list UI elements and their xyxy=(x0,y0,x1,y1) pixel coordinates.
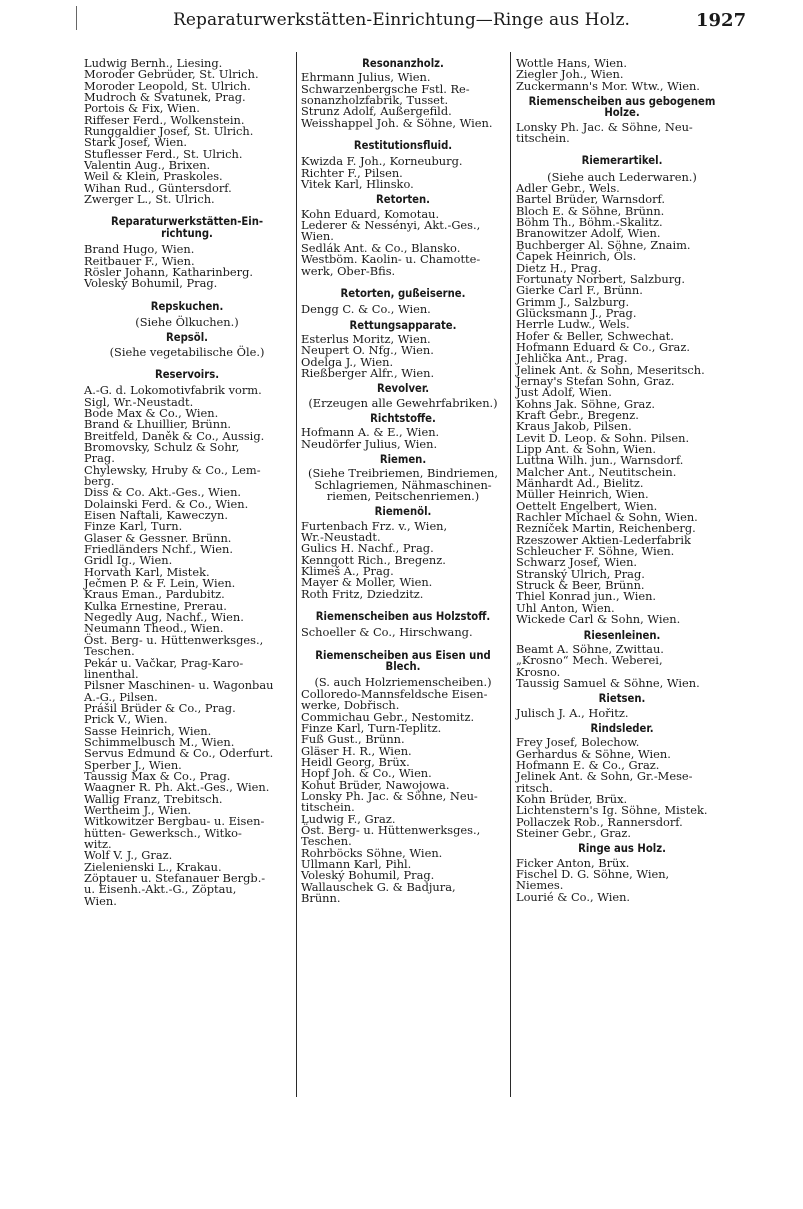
section-heading: Riemenöl. xyxy=(374,505,432,519)
list-item: Weisshappel Joh. & Söhne, Wien. xyxy=(301,115,493,130)
list-item: Ludwig Bernh., Liesing. xyxy=(84,56,223,70)
list-item: werk, Ober-Bfis. xyxy=(301,263,396,278)
list-item: Wihan Rud., Güntersdorf. xyxy=(84,180,232,195)
entry-list xyxy=(516,737,728,839)
section-heading: Reparaturwerkstätten-Ein- richtung. xyxy=(110,215,264,240)
section-heading: Ringe aus Holz. xyxy=(578,842,666,856)
list-item: Colloredo-Mannsfeldsche Eisen- xyxy=(301,686,488,701)
list-item: Bartel Brüder, Warnsdorf. xyxy=(516,192,665,207)
cross-reference-note: (S. auch Holzriemenscheiben.) xyxy=(314,675,492,690)
list-item: Rachler Michael & Sohn, Wien. xyxy=(516,510,698,525)
list-item: Fuß Gust., Brünn. xyxy=(301,732,405,747)
list-item: Jernay's Stefan Sohn, Graz. xyxy=(516,373,675,388)
column-3 xyxy=(516,58,728,903)
list-item: Sasse Heinrich, Wien. xyxy=(84,723,212,738)
list-item: Wottle Hans, Wien. xyxy=(516,56,627,70)
list-item: Adler Gebr., Wels. xyxy=(516,181,620,196)
list-item: Gridl Ig., Wien. xyxy=(84,553,173,568)
list-item: Westböm. Kaolin- u. Chamotte- xyxy=(301,252,481,267)
list-item: Lonsky Ph. Jac. & Söhne, Neu- xyxy=(301,788,478,803)
list-item: Finze Karl, Turn-Teplitz. xyxy=(301,720,442,735)
list-item: Ullmann Karl, Pihl. xyxy=(301,856,412,871)
list-item: A.-G. d. Lokomotivfabrik vorm. xyxy=(84,383,262,398)
column-1 xyxy=(84,58,290,907)
list-item: Teschen. xyxy=(84,644,135,659)
list-item: Malcher Ant., Neutitschein. xyxy=(516,464,677,479)
list-item: Witkowitzer Bergbau- u. Eisen- xyxy=(84,814,265,829)
section-heading: Repskuchen. xyxy=(150,299,224,313)
list-item: Portois & Fix, Wien. xyxy=(84,101,200,116)
list-item: Glaser & Gessner. Brünn. xyxy=(84,530,232,545)
entry-list xyxy=(301,304,505,315)
list-item: Wallauschek G. & Badjura, xyxy=(301,879,456,894)
list-item: Stranský Ulrich, Prag. xyxy=(516,566,645,581)
list-item: Lederer & Nessényi, Akt.-Ges., xyxy=(301,218,481,233)
list-item: A.-G., Pilsen. xyxy=(84,689,158,704)
list-item: Mayer & Moller, Wien. xyxy=(301,575,433,590)
list-item: Kraus Jakob, Pilsen. xyxy=(516,419,632,434)
list-item: Beamt A. Söhne, Zwittau. xyxy=(516,641,664,656)
list-item: Valentin Aug., Brixen. xyxy=(84,158,211,173)
list-item: linenthal. xyxy=(84,666,139,681)
section-heading: Rettungsapparate. xyxy=(349,318,457,332)
section-heading: Repsöl. xyxy=(166,331,208,345)
list-item: Servus Edmund & Co., Oderfurt. xyxy=(84,746,274,761)
cross-reference-note: (Siehe vegetabilische Öle.) xyxy=(109,344,265,359)
list-item: Strunz Adolf, Außergefild. xyxy=(301,104,452,119)
list-item: Ziegler Joh., Wien. xyxy=(516,67,624,82)
list-item: Kohut Brüder, Nawojowa. xyxy=(301,777,450,792)
list-item: Schwarz Josef, Wien. xyxy=(516,555,638,570)
list-item: Dengg C. & Co., Wien. xyxy=(301,302,431,317)
section-heading: Rindsleder. xyxy=(590,721,654,735)
list-item: Gläser H. R., Wien. xyxy=(301,743,412,758)
list-item: Kraft Gebr., Bregenz. xyxy=(516,407,639,422)
list-item: witz. xyxy=(84,837,112,851)
list-item: Frey Josef, Bolechow. xyxy=(516,735,640,750)
list-item: Zuckermann's Mor. Wtw., Wien. xyxy=(516,78,700,93)
section-heading: Richtstoffe. xyxy=(370,411,436,425)
list-item: Kohn Brüder, Brüx. xyxy=(516,791,628,806)
entry-list xyxy=(516,641,728,690)
section-heading: Revolver. xyxy=(376,382,430,396)
section-heading: Restitutionsfluid. xyxy=(353,139,453,153)
list-item: Rohrböcks Söhne, Wien. xyxy=(301,845,443,860)
list-item: Wien. xyxy=(301,229,334,244)
list-item: Klimeš A., Prag. xyxy=(301,564,394,579)
list-item: Krosno. xyxy=(516,664,561,679)
list-item: Gerhardus & Söhne, Wien. xyxy=(516,746,671,761)
list-item: Wertheim J., Wien. xyxy=(84,802,192,817)
list-item: Schleucher F. Söhne, Wien. xyxy=(516,544,675,559)
list-item: Odelga J., Wien. xyxy=(301,354,394,369)
list-item: Hofmann Eduard & Co., Graz. xyxy=(516,339,690,354)
list-item: Ludwig F., Graz. xyxy=(301,811,396,826)
entry-list xyxy=(301,518,505,601)
list-item: Ficker Anton, Brüx. xyxy=(516,855,630,870)
list-item: Brünn. xyxy=(301,891,341,905)
list-item: Grimm J., Salzburg. xyxy=(516,294,630,309)
list-item: Voleský Bohumil, Prag. xyxy=(301,868,435,883)
list-item: hütten- Gewerksch., Witko- xyxy=(84,825,242,840)
cross-reference-note: (Erzeugen alle Gewehrfabriken.) xyxy=(308,395,498,410)
list-item: sonanzholzfabrik, Tusset. xyxy=(301,93,449,108)
list-item: Kenngott Rich., Bregenz. xyxy=(301,552,446,567)
list-item: Julisch J. A., Hořitz. xyxy=(516,705,629,720)
list-item: Jelinek Ant. & Sohn, Meseritsch. xyxy=(516,362,705,377)
entry-list xyxy=(516,58,728,92)
section-heading: Riemenscheiben aus Holzstoff. xyxy=(315,610,491,624)
list-item: Lipp Ant. & Sohn, Wien. xyxy=(516,442,656,456)
list-item: Finze Karl, Turn. xyxy=(84,519,183,534)
list-item: Brand & Lhuillier, Brünn. xyxy=(84,417,232,432)
list-item: Diss & Co. Akt.-Ges., Wien. xyxy=(84,485,242,500)
list-item: Niemes. xyxy=(516,878,564,893)
list-item: Prick V., Wien. xyxy=(84,712,168,727)
list-item: Mudroch & Svatunek, Prag. xyxy=(84,90,246,105)
list-item: Esterlus Moritz, Wien. xyxy=(301,331,431,346)
list-item: Heidl Georg, Brüx. xyxy=(301,754,410,769)
list-item: Weil & Klein, Praskoles. xyxy=(84,169,223,184)
cross-reference-note: (Siehe Treibriemen, Bindriemen, xyxy=(308,466,498,481)
list-item: Rösler Johann, Katharinberg. xyxy=(84,264,254,279)
list-item: Taussig Samuel & Söhne, Wien. xyxy=(516,675,700,690)
list-item: Steiner Gebr., Graz. xyxy=(516,826,632,840)
entry-list xyxy=(301,72,505,129)
list-item: Pekár u. Vačkar, Prag-Karo- xyxy=(84,655,244,670)
list-item: Sperber J., Wien. xyxy=(84,757,182,772)
entry-list xyxy=(516,855,728,904)
list-item: Zielenienski L., Krakau. xyxy=(84,859,222,874)
list-item: Eisen Naftali, Kaweczyn. xyxy=(84,508,228,523)
section-heading: Riemerartikel. xyxy=(581,154,663,168)
list-item: ritsch. xyxy=(516,780,553,795)
list-item: u. Eisenh.-Akt.-G., Zöptau, xyxy=(84,882,237,897)
cross-reference-note: (Siehe Ölkuchen.) xyxy=(135,314,239,329)
list-item: Neupert O. Nfg., Wien. xyxy=(301,343,434,358)
list-item: Teschen. xyxy=(301,834,352,849)
column-rule-2 xyxy=(510,52,511,1097)
list-item: Rzeszower Aktien-Lederfabrik xyxy=(516,532,691,547)
list-item: Öst. Berg- u. Hüttenwerksges., xyxy=(301,822,481,837)
section-heading: Riesenleinen. xyxy=(583,628,661,642)
entry-list xyxy=(301,427,505,450)
list-item: Lichtenstern's Ig. Söhne, Mistek. xyxy=(516,803,708,818)
page-title: Reparaturwerkstätten-Einrichtung—Ringe aus Holz. xyxy=(172,10,631,30)
list-item: Richter F., Pilsen. xyxy=(301,165,403,180)
list-item: Ječmen P. & F. Lein, Wien. xyxy=(84,576,236,591)
list-item: Negedly Aug, Nachf., Wien. xyxy=(84,610,244,625)
list-item: Jelinek Ant. & Sohn, Gr.-Mese- xyxy=(516,769,693,784)
entry-list xyxy=(301,686,505,905)
column-rule-1 xyxy=(296,52,297,1097)
list-item: Hofmann E. & Co., Graz. xyxy=(516,757,660,772)
list-item: Schimmelbusch M., Wien. xyxy=(84,734,235,749)
list-item: Bloch E. & Söhne, Brünn. xyxy=(516,203,665,218)
cross-reference-note: riemen, Peitschenriemen.) xyxy=(326,489,480,503)
list-item: Kohns Jak. Söhne, Graz. xyxy=(516,396,655,411)
list-item: Jehlička Ant., Prag. xyxy=(516,351,628,366)
list-item: Roth Fritz, Dziedzitz. xyxy=(301,586,424,601)
section-heading: Rietsen. xyxy=(598,692,646,706)
list-item: Wallig Franz, Trebitsch. xyxy=(84,791,223,806)
entry-list xyxy=(84,58,290,205)
list-item: Wien. xyxy=(84,893,117,908)
list-item: Sigl, Wr.-Neustadt. xyxy=(84,394,194,409)
list-item: Hofer & Beller, Schwechat. xyxy=(516,328,674,343)
entry-list xyxy=(301,331,505,380)
list-item: Hopf Joh. & Co., Wien. xyxy=(301,766,432,781)
list-item: Schwarzenbergsche Fstl. Re- xyxy=(301,81,470,96)
entry-list xyxy=(84,244,290,289)
list-item: werke, Dobřisch. xyxy=(301,698,400,713)
list-item: Dietz H., Prag. xyxy=(516,260,602,275)
list-item: Schoeller & Co., Hirschwang. xyxy=(301,625,473,640)
list-item: Fortunaty Norbert, Salzburg. xyxy=(516,271,686,286)
list-item: Buchberger Al. Söhne, Znaim. xyxy=(516,237,691,252)
list-item: Kulka Ernestine, Prerau. xyxy=(84,598,227,613)
page-number: 1927 xyxy=(696,10,747,31)
list-item: Uhl Anton, Wien. xyxy=(516,600,615,615)
list-item: Oettelt Engelbert, Wien. xyxy=(516,498,658,513)
list-item: Stark Josef, Wien. xyxy=(84,135,188,150)
list-item: Pollaczek Rob., Rannersdorf. xyxy=(516,814,683,829)
list-item: Kohn Eduard, Komotau. xyxy=(301,206,440,221)
section-heading: Reservoirs. xyxy=(154,367,220,381)
list-item: Müller Heinrich, Wien. xyxy=(516,487,649,502)
entry-list xyxy=(516,119,728,146)
list-item: Rießberger Alfr., Wien. xyxy=(301,365,435,380)
list-item: Ehrmann Julius, Wien. xyxy=(301,70,431,85)
list-item: titschein. xyxy=(516,131,570,146)
list-item: Chylewsky, Hruby & Co., Lem- xyxy=(84,462,261,477)
list-item: Sedlák Ant. & Co., Blansko. xyxy=(301,240,461,255)
list-item: Thiel Konrad jun., Wien. xyxy=(516,589,657,604)
section-heading: Retorten, gußeiserne. xyxy=(340,286,466,300)
list-item: Voleský Bohumil, Prag. xyxy=(84,276,218,291)
list-item: Friedländers Nchf., Wien. xyxy=(84,542,233,557)
list-item: Čapek Heinrich, Öls. xyxy=(516,249,637,264)
list-item: Mänhardt Ad., Bielitz. xyxy=(516,476,644,491)
list-item: Stuflesser Ferd., St. Ulrich. xyxy=(84,146,243,161)
list-item: Runggaldier Josef, St. Ulrich. xyxy=(84,124,254,139)
list-item: Branowitzer Adolf, Wien. xyxy=(516,226,661,241)
list-item: Gierke Carl F., Brünn. xyxy=(516,283,643,298)
list-item: Wr.-Neustadt. xyxy=(301,530,381,545)
list-item: Lourié & Co., Wien. xyxy=(516,889,631,904)
list-item: Luttna Wilh. jun., Warnsdorf. xyxy=(516,453,684,468)
list-item: Moroder Gebrüder, St. Ulrich. xyxy=(84,67,259,82)
list-item: Kraus Eman., Pardubitz. xyxy=(84,587,225,602)
section-heading: Resonanzholz. xyxy=(362,57,444,70)
list-item: Taussig Max & Co., Prag. xyxy=(84,768,231,783)
cross-reference-note: Schlagriemen, Nähmaschinen- xyxy=(314,477,492,492)
list-item: Hofmann A. & E., Wien. xyxy=(301,425,440,440)
list-item: Neudörfer Julius, Wien. xyxy=(301,436,438,451)
list-item: Rezníček Martin, Reichenberg. xyxy=(516,521,696,536)
list-item: Böhm Th., Böhm.-Skalitz. xyxy=(516,215,663,230)
list-item: Öst. Berg- u. Hüttenwerksges., xyxy=(84,632,264,647)
list-item: Moroder Leopold, St. Ulrich. xyxy=(84,78,251,93)
list-item: Struck & Beer, Brünn. xyxy=(516,578,645,593)
entry-list xyxy=(301,627,505,638)
list-item: Brand Hugo, Wien. xyxy=(84,242,195,257)
section-heading: Riemenscheiben aus Eisen und Blech. xyxy=(315,648,491,674)
list-item: Lonsky Ph. Jac. & Söhne, Neu- xyxy=(516,119,693,134)
section-heading: Riemen. xyxy=(379,452,427,466)
list-item: Kwizda F. Joh., Korneuburg. xyxy=(301,154,463,169)
list-item: Commichau Gebr., Nestomitz. xyxy=(301,709,475,724)
cross-reference-note: (Siehe auch Lederwaren.) xyxy=(547,169,697,184)
list-item: Zöptauer u. Stefanauer Bergb.- xyxy=(84,871,266,886)
list-item: Breitfeld, Daněk & Co., Aussig. xyxy=(84,428,265,443)
list-item: Prag. xyxy=(84,451,115,466)
list-item: Prášil Brüder & Co., Prag. xyxy=(84,700,236,715)
column-2 xyxy=(301,58,505,904)
list-item: Zwerger L., St. Ulrich. xyxy=(84,192,215,207)
list-item: Wickede Carl & Sohn, Wien. xyxy=(516,612,681,627)
list-item: Bromovsky, Schulz & Sohr, xyxy=(84,439,240,454)
list-item: „Krosno“ Mech. Weberei, xyxy=(516,653,663,668)
list-item: Riffeser Ferd., Wolkenstein. xyxy=(84,112,245,127)
list-item: Vitek Karl, Hlinsko. xyxy=(301,177,414,192)
list-item: Neumann Theod., Wien. xyxy=(84,621,224,636)
list-item: Furtenbach Frz. v., Wien, xyxy=(301,518,448,533)
entry-list xyxy=(84,385,290,907)
list-item: berg. xyxy=(84,474,115,488)
entry-list xyxy=(516,705,728,720)
list-item: Fischel D. G. Söhne, Wien, xyxy=(516,867,670,882)
section-heading: Retorten. xyxy=(376,193,430,207)
list-item: Just Adolf, Wien. xyxy=(516,385,612,400)
entry-list xyxy=(301,206,505,278)
list-item: Pilsner Maschinen- u. Wagonbau xyxy=(84,678,274,693)
list-item: Waagner R. Ph. Akt.-Ges., Wien. xyxy=(84,780,270,795)
list-item: Dolainski Ferd. & Co., Wien. xyxy=(84,496,249,511)
list-item: Levit D. Leop. & Sohn. Pilsen. xyxy=(516,430,690,445)
list-item: titschein. xyxy=(301,800,355,815)
list-item: Glücksmann J., Prag. xyxy=(516,305,637,320)
entry-list xyxy=(301,156,505,190)
page-header xyxy=(0,6,803,40)
list-item: Wolf V. J., Graz. xyxy=(84,848,173,863)
list-item: Horvath Karl, Mistek. xyxy=(84,564,210,579)
section-heading: Riemenscheiben aus gebogenem Holze. xyxy=(528,95,716,120)
list-item: Bode Max & Co., Wien. xyxy=(84,405,219,420)
list-item: Gulics H. Nachf., Prag. xyxy=(301,541,434,556)
list-item: Herrle Ludw., Wels. xyxy=(516,317,630,332)
entry-list xyxy=(516,183,728,625)
list-item: Reitbauer F., Wien. xyxy=(84,253,195,268)
